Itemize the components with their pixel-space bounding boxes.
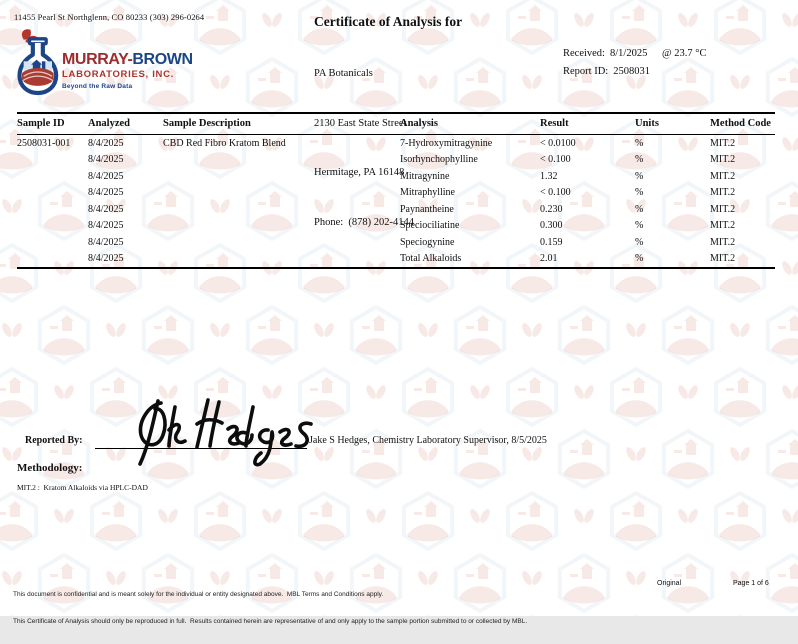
cell-description <box>163 168 400 185</box>
cell-analysis: Speciociliatine <box>400 220 460 232</box>
cell-sample-id <box>17 152 88 169</box>
cell-analyzed: 8/4/2025 <box>88 170 124 182</box>
cell-result: 0.300 <box>540 220 563 232</box>
cell-result: 1.32 <box>540 170 558 182</box>
table-row <box>17 234 775 251</box>
cell-method-code: MIT.2 <box>710 137 736 149</box>
col-header-method-code: Method Code <box>710 113 775 135</box>
report-id-line <box>563 66 650 77</box>
cell-analysis: Mitragynine <box>400 170 450 182</box>
reporter-credentials: Jake S Hedges, Chemistry Laboratory Supervisor, 8/5/2025 <box>309 435 547 446</box>
cell-analyzed: 8/4/2025 <box>88 203 124 215</box>
footer-disclaimer-line2: This Certificate of Analysis should only be reproduced in full. Results contained herein are representative of and only apply to the sample portion submitted to or collected by MBL. <box>13 618 528 625</box>
cell-sample-id <box>17 234 88 251</box>
received-date: 8/1/2025 <box>609 48 648 59</box>
reported-by-label: Reported By: <box>25 435 83 446</box>
client-name: PA Botanicals <box>314 68 373 79</box>
page-indicator: Page 1 of 6 <box>733 580 769 587</box>
cell-units: % <box>635 170 644 182</box>
client-street: 2130 East State Street <box>314 117 407 129</box>
lab-tagline: Beyond the Raw Data <box>62 82 133 90</box>
footer-disclaimer-line1: This document is confidential and is meant solely for the individual or entity designated above. MBL Terms and Conditions apply. <box>13 591 384 598</box>
lab-logo-flask-icon <box>12 28 62 98</box>
cell-analyzed: 8/4/2025 <box>88 154 124 166</box>
cell-result: 0.159 <box>540 236 563 248</box>
cell-sample-id: 2508031-001 <box>17 137 71 149</box>
cell-method-code: MIT.2 <box>710 251 775 269</box>
cell-units: % <box>635 187 644 199</box>
results-table <box>17 112 775 269</box>
cell-units: % <box>635 154 644 166</box>
cell-analyzed: 8/4/2025 <box>88 187 124 199</box>
lab-subtitle: LABORATORIES, INC. <box>62 69 175 80</box>
cell-sample-id <box>17 201 88 218</box>
cell-description <box>163 218 400 235</box>
lab-name-first: MURRAY- <box>62 51 133 68</box>
cell-analysis: 7-Hydroxymitragynine <box>400 137 493 149</box>
cell-units: % <box>635 203 644 215</box>
cell-analysis: Paynantheine <box>400 203 454 215</box>
table-row <box>17 251 775 269</box>
cell-analyzed: 8/4/2025 <box>88 236 124 248</box>
report-id-value: 2508031 <box>613 66 650 77</box>
table-row <box>17 168 775 185</box>
cell-method-code: MIT.2 <box>710 220 736 232</box>
cell-description <box>163 185 400 202</box>
results-table-body <box>17 135 775 269</box>
cell-units: % <box>635 236 644 248</box>
certificate-title: Certificate of Analysis for <box>314 14 463 29</box>
col-header-sample-description: Sample Description <box>163 113 400 135</box>
cell-description: CBD Red Fibro Kratom Blend <box>163 137 286 149</box>
cell-sample-id <box>17 251 88 269</box>
cell-analyzed: 8/4/2025 <box>88 137 124 149</box>
received-line <box>563 48 647 59</box>
col-header-analysis: Analysis <box>400 113 540 135</box>
table-row <box>17 152 775 169</box>
cell-units: % <box>635 220 644 232</box>
table-row <box>17 201 775 218</box>
report-id-label: Report ID: <box>563 66 609 77</box>
cell-analysis: Speciogynine <box>400 236 455 248</box>
table-row <box>17 185 775 202</box>
cell-method-code: MIT.2 <box>710 187 736 199</box>
lab-name-second: BROWN <box>132 51 193 68</box>
footer-disclaimer <box>13 572 527 644</box>
cell-method-code: MIT.2 <box>710 170 736 182</box>
table-row <box>17 135 775 152</box>
client-phone: Phone: (878) 202-4144 <box>314 216 415 228</box>
cell-analysis: Mitraphylline <box>400 187 455 199</box>
methodology-heading: Methodology: <box>17 462 83 474</box>
cell-method-code: MIT.2 <box>710 203 736 215</box>
cell-description <box>163 152 400 169</box>
cell-result: < 0.100 <box>540 154 571 166</box>
cell-description <box>163 234 400 251</box>
cell-method-code: MIT.2 <box>710 236 736 248</box>
signature-image <box>125 396 320 468</box>
table-row <box>17 218 775 235</box>
cell-description <box>163 251 400 269</box>
lab-address: 11455 Pearl St Northglenn, CO 80233 (303) 296-0264 <box>14 12 205 22</box>
cell-sample-id <box>17 218 88 235</box>
copy-type-label: Original <box>657 580 682 587</box>
methodology-item: MIT.2 : Kratom Alkaloids via HPLC-DAD <box>17 483 148 492</box>
client-city: Hermitage, PA 16148 <box>314 167 405 178</box>
cell-method-code: MIT.2 <box>710 154 736 166</box>
lab-name <box>62 52 193 68</box>
cell-analysis: Isorhynchophylline <box>400 154 478 166</box>
received-temperature: @ 23.7 °C <box>662 48 707 59</box>
cell-sample-id <box>17 168 88 185</box>
col-header-result: Result <box>540 113 635 135</box>
received-label: Received: <box>563 48 605 59</box>
lab-logo-wordmark <box>62 52 193 90</box>
cell-analyzed: 8/4/2025 <box>88 220 124 232</box>
cell-result: < 0.0100 <box>540 137 576 149</box>
cell-result: < 0.100 <box>540 187 571 199</box>
col-header-sample-id: Sample ID <box>17 113 88 135</box>
cell-result: 2.01 <box>540 251 635 269</box>
col-header-units: Units <box>635 113 710 135</box>
cell-analysis: Total Alkaloids <box>400 251 540 269</box>
cell-analyzed: 8/4/2025 <box>88 251 163 269</box>
cell-description <box>163 201 400 218</box>
cell-units: % <box>635 251 710 269</box>
cell-sample-id <box>17 185 88 202</box>
cell-units: % <box>635 137 644 149</box>
col-header-analyzed: Analyzed <box>88 113 163 135</box>
cell-result: 0.230 <box>540 203 563 215</box>
results-header-row <box>17 113 775 135</box>
